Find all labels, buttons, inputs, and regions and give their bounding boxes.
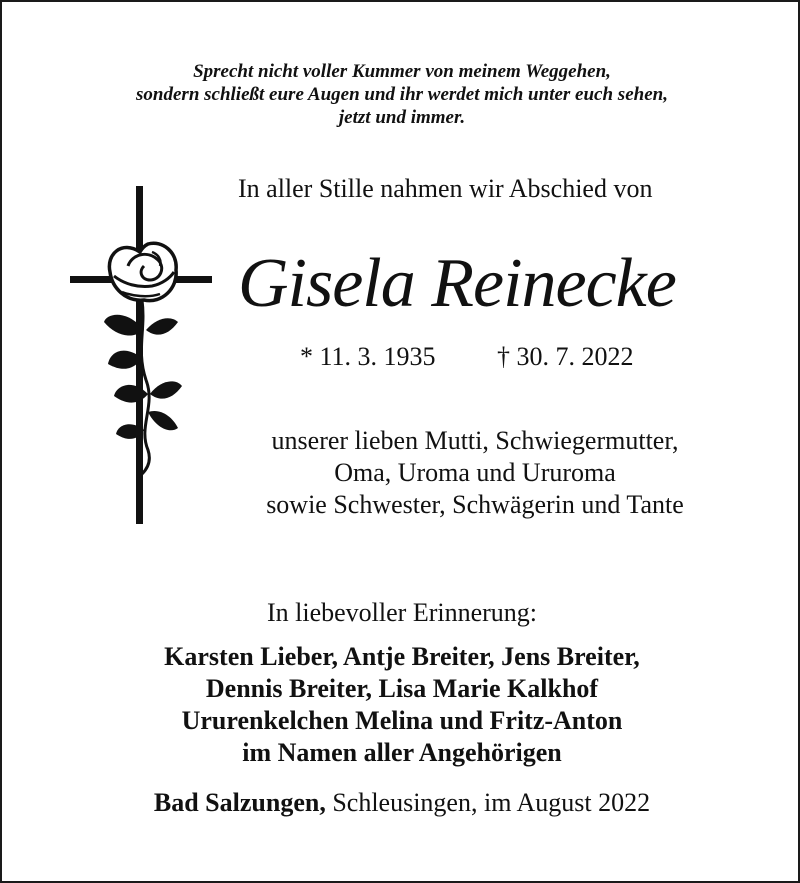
relations: [230, 425, 720, 521]
motto-line-1: Sprecht nicht voller Kummer von meinem Weggehen,: [193, 61, 611, 82]
place-and-date: [2, 788, 800, 818]
motto: [2, 60, 800, 129]
relations-line-3: sowie Schwester, Schwägerin und Tante: [266, 490, 684, 519]
life-dates: [300, 342, 720, 372]
death-date: † 30. 7. 2022: [497, 342, 634, 371]
signers-line-3: Ururenkelchen Melina und Fritz-Anton: [181, 706, 623, 735]
remembrance-heading: In liebevoller Erinnerung:: [266, 598, 538, 627]
signers-line-2: Dennis Breiter, Lisa Marie Kalkhof: [205, 674, 599, 703]
place-bold: Bad Salzungen,: [153, 788, 326, 817]
motto-line-2: sondern schließt eure Augen und ihr werdet mich unter euch sehen,: [136, 84, 668, 105]
signers: [2, 641, 800, 769]
intro-text: In aller Stille nahmen wir Abschied von: [238, 174, 653, 203]
cross-with-rose-icon: [62, 180, 222, 530]
motto-line-3: jetzt und immer.: [338, 107, 466, 128]
signers-line-4: im Namen aller Angehörigen: [242, 738, 562, 767]
signers-line-1: Karsten Lieber, Antje Breiter, Jens Breiter,: [164, 642, 640, 671]
birth-date: * 11. 3. 1935: [300, 342, 436, 371]
relations-line-2: Oma, Uroma und Ururoma: [334, 458, 616, 487]
place-rest: Schleusingen, im August 2022: [325, 788, 651, 817]
deceased-name: Gisela Reinecke: [238, 245, 676, 322]
relations-line-1: unserer lieben Mutti, Schwiegermutter,: [271, 426, 679, 455]
rose-icon: [109, 243, 176, 300]
